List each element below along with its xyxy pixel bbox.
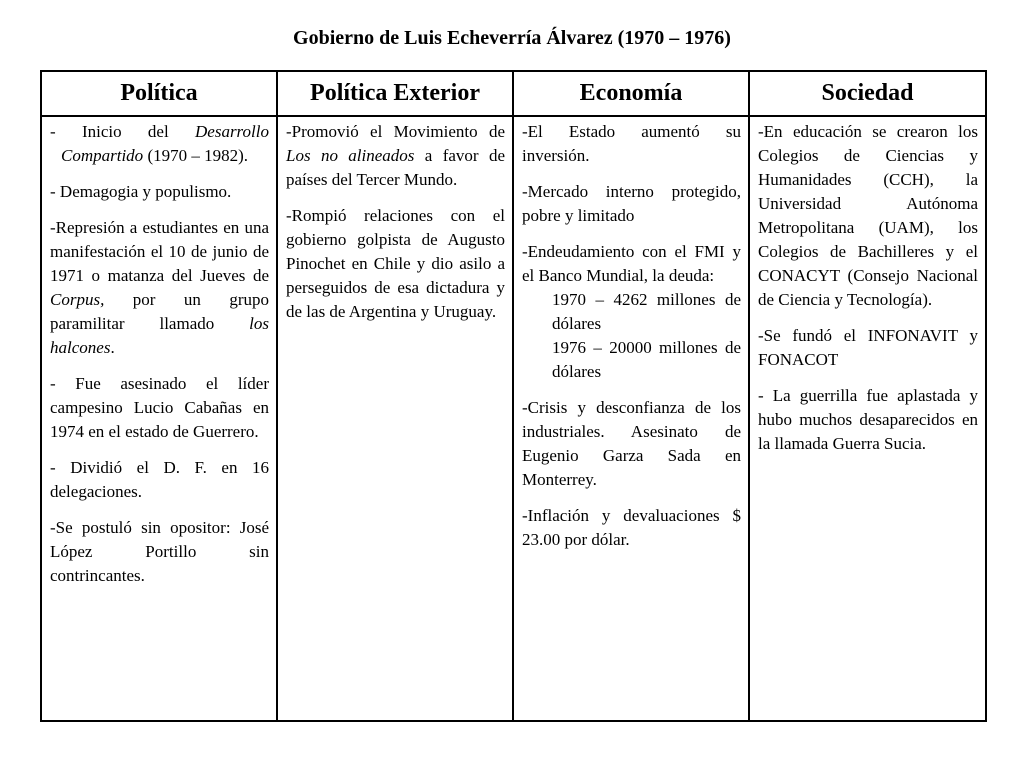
header-politica: Política xyxy=(41,71,277,116)
text-italic: Desarrollo Compartido xyxy=(61,122,269,165)
exterior-item-pinochet: -Rompió relaciones con el gobierno golpista de Augusto Pinochet en Chile y dio asilo a perseguidos de esa dictadura y de las de Argentina y Uruguay. xyxy=(286,206,505,321)
content-row xyxy=(41,116,986,721)
text: . xyxy=(110,338,115,357)
politica-item-lopez-portillo: -Se postuló sin opositor: José López Portillo sin contrincantes. xyxy=(50,518,269,585)
economia-debt-1970: 1970 – 4262 millones de dólares xyxy=(552,290,741,333)
header-politica-exterior: Política Exterior xyxy=(277,71,513,116)
text-italic: Corpus, xyxy=(50,290,105,309)
header-row xyxy=(41,71,986,116)
header-sociedad: Sociedad xyxy=(749,71,986,116)
cell-politica xyxy=(41,116,277,721)
header-economia: Economía xyxy=(513,71,749,116)
economia-item-inversion: -El Estado aumentó su inversión. xyxy=(522,122,741,165)
sociedad-item-guerra-sucia: - La guerrilla fue aplastada y hubo muchos desaparecidos en la llamada Guerra Sucia. xyxy=(758,386,978,453)
text: -Represión a estudiantes en una manifestación el 10 de junio de 1971 o matanza del Jueves de xyxy=(50,218,269,285)
cell-sociedad xyxy=(749,116,986,721)
politica-item-cabanas: - Fue asesinado el líder campesino Lucio Cabañas en 1974 en el estado de Guerrero. xyxy=(50,374,269,441)
text: a favor de países del Tercer Mundo. xyxy=(286,146,505,189)
economia-item-crisis: -Crisis y desconfianza de los industriales. Asesinato de Eugenio Garza Sada en Monterrey. xyxy=(522,398,741,489)
exterior-item-no-alineados xyxy=(286,120,505,192)
text: por un grupo paramilitar llamado xyxy=(50,290,269,333)
politica-item-represion xyxy=(50,216,269,360)
text: (1970 – 1982). xyxy=(143,146,249,165)
economia-item-inflacion: -Inflación y devaluaciones $ 23.00 por dólar. xyxy=(522,506,741,549)
text: -Promovió el Movimiento de xyxy=(286,122,505,141)
politica-item-demagogia: - Demagogia y populismo. xyxy=(50,182,232,201)
page-title: Gobierno de Luis Echeverría Álvarez (1970 – 1976) xyxy=(293,27,731,49)
text-italic: Los no alineados xyxy=(286,146,415,165)
politica-item-desarrollo xyxy=(50,120,269,168)
economia-debt-1976: 1976 – 20000 millones de dólares xyxy=(552,338,741,381)
economia-item-mercado: -Mercado interno protegido, pobre y limitado xyxy=(522,182,741,225)
summary-table xyxy=(40,70,987,722)
text-italic: los halcones xyxy=(50,314,269,357)
text: - Inicio del xyxy=(50,122,195,141)
economia-item-endeudamiento: -Endeudamiento con el FMI y el Banco Mundial, la deuda: xyxy=(522,242,741,285)
politica-item-delegaciones: - Dividió el D. F. en 16 delegaciones. xyxy=(50,458,269,501)
cell-economia xyxy=(513,116,749,721)
cell-politica-exterior xyxy=(277,116,513,721)
sociedad-item-infonavit: -Se fundó el INFONAVIT y FONACOT xyxy=(758,326,978,369)
sociedad-item-educacion: -En educación se crearon los Colegios de Ciencias y Humanidades (CCH), la Universidad Autónoma Metropolitana (UAM), los Colegios de Bachilleres y el CONACYT (Consejo Nacional de Ciencia y Tecnología). xyxy=(758,122,978,309)
